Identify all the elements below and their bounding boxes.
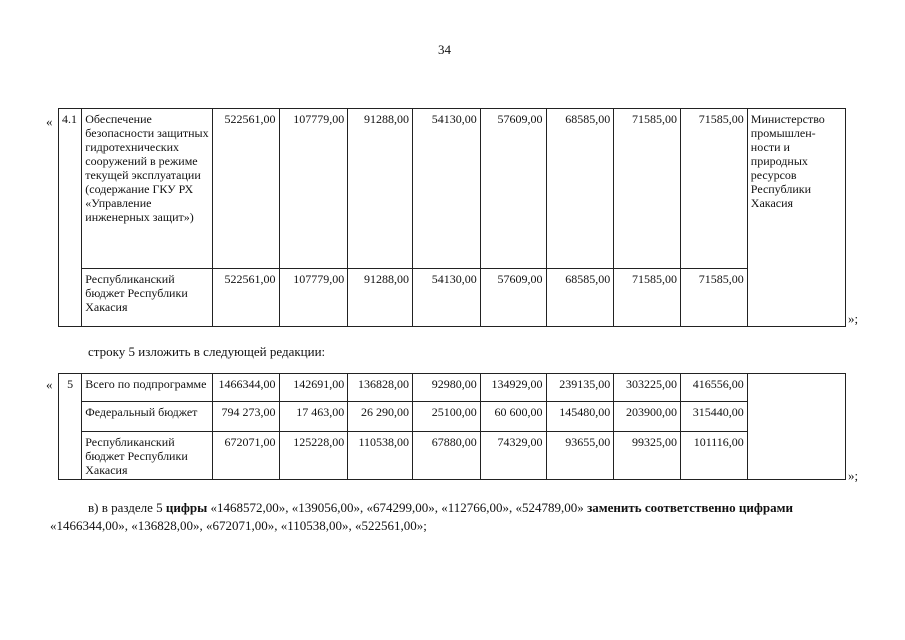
value-cell: 145480,00 [546, 402, 614, 432]
value-cell: 110538,00 [348, 432, 413, 480]
close-quote: »; [848, 311, 859, 326]
executor-cell: Министерство промышлен-ности и природных ресурсов Республики Хакасия [747, 109, 845, 327]
value-cell: 239135,00 [546, 374, 614, 402]
value-cell: 91288,00 [348, 269, 413, 327]
value-cell: 71585,00 [681, 269, 748, 327]
value-cell: 672071,00 [212, 432, 279, 480]
page-number: 34 [438, 42, 451, 57]
funding-source-label: Республиканский бюджет Республики Хакасия [82, 269, 212, 327]
value-cell: 522561,00 [212, 109, 279, 269]
row-number: 5 [59, 374, 82, 480]
program-table-row-4-1 [58, 108, 846, 327]
paragraph-v-line2: «1466344,00», «136828,00», «672071,00», «110538,00», «522561,00»; [50, 518, 427, 533]
value-cell: 17 463,00 [279, 402, 348, 432]
value-cell: 99325,00 [614, 432, 681, 480]
value-cell: 92980,00 [413, 374, 481, 402]
value-cell: 522561,00 [212, 269, 279, 327]
value-cell: 125228,00 [279, 432, 348, 480]
row-number: 4.1 [59, 109, 82, 327]
value-cell: 142691,00 [279, 374, 348, 402]
value-cell: 107779,00 [279, 269, 348, 327]
executor-cell [747, 374, 845, 480]
value-cell: 60 600,00 [480, 402, 546, 432]
measure-title: Обеспечение безопасности защитных гидротехнических сооружений в режиме текущей эксплуатации (содержание ГКУ РХ «Управление инженерных защит») [82, 109, 212, 269]
value-cell: 93655,00 [546, 432, 614, 480]
federal-budget-label: Федеральный бюджет [82, 402, 212, 432]
value-cell: 303225,00 [614, 374, 681, 402]
value-cell: 136828,00 [348, 374, 413, 402]
value-cell: 794 273,00 [212, 402, 279, 432]
paragraph-v-middle: «1468572,00», «139056,00», «674299,00», «112766,00», «524789,00» [207, 500, 588, 515]
value-cell: 57609,00 [480, 269, 546, 327]
republic-budget-label: Республиканский бюджет Республики Хакасия [82, 432, 212, 480]
total-label: Всего по подпрограмме [82, 374, 212, 402]
value-cell: 71585,00 [614, 269, 681, 327]
paragraph-v-prefix: в) в разделе 5 [88, 500, 166, 515]
value-cell: 68585,00 [546, 109, 614, 269]
value-cell: 134929,00 [480, 374, 546, 402]
value-cell: 315440,00 [681, 402, 748, 432]
value-cell: 54130,00 [413, 109, 481, 269]
paragraph-v-bold-1: цифры [165, 500, 208, 515]
close-quote: »; [848, 468, 859, 483]
value-cell: 1466344,00 [212, 374, 279, 402]
value-cell: 26 290,00 [348, 402, 413, 432]
program-table-row-5 [58, 373, 846, 480]
value-cell: 74329,00 [480, 432, 546, 480]
value-cell: 101116,00 [681, 432, 748, 480]
value-cell: 71585,00 [614, 109, 681, 269]
value-cell: 71585,00 [681, 109, 748, 269]
paragraph-v-bold-2: заменить соответственно цифрами [587, 500, 793, 515]
value-cell: 107779,00 [279, 109, 348, 269]
value-cell: 25100,00 [413, 402, 481, 432]
value-cell: 67880,00 [413, 432, 481, 480]
instruction-text: строку 5 изложить в следующей редакции: [88, 344, 326, 359]
open-quote: « [46, 114, 53, 129]
value-cell: 54130,00 [413, 269, 481, 327]
value-cell: 416556,00 [681, 374, 748, 402]
value-cell: 68585,00 [546, 269, 614, 327]
value-cell: 57609,00 [480, 109, 546, 269]
value-cell: 203900,00 [614, 402, 681, 432]
paragraph-v-line1 [88, 500, 848, 516]
value-cell: 91288,00 [348, 109, 413, 269]
open-quote: « [46, 377, 53, 392]
